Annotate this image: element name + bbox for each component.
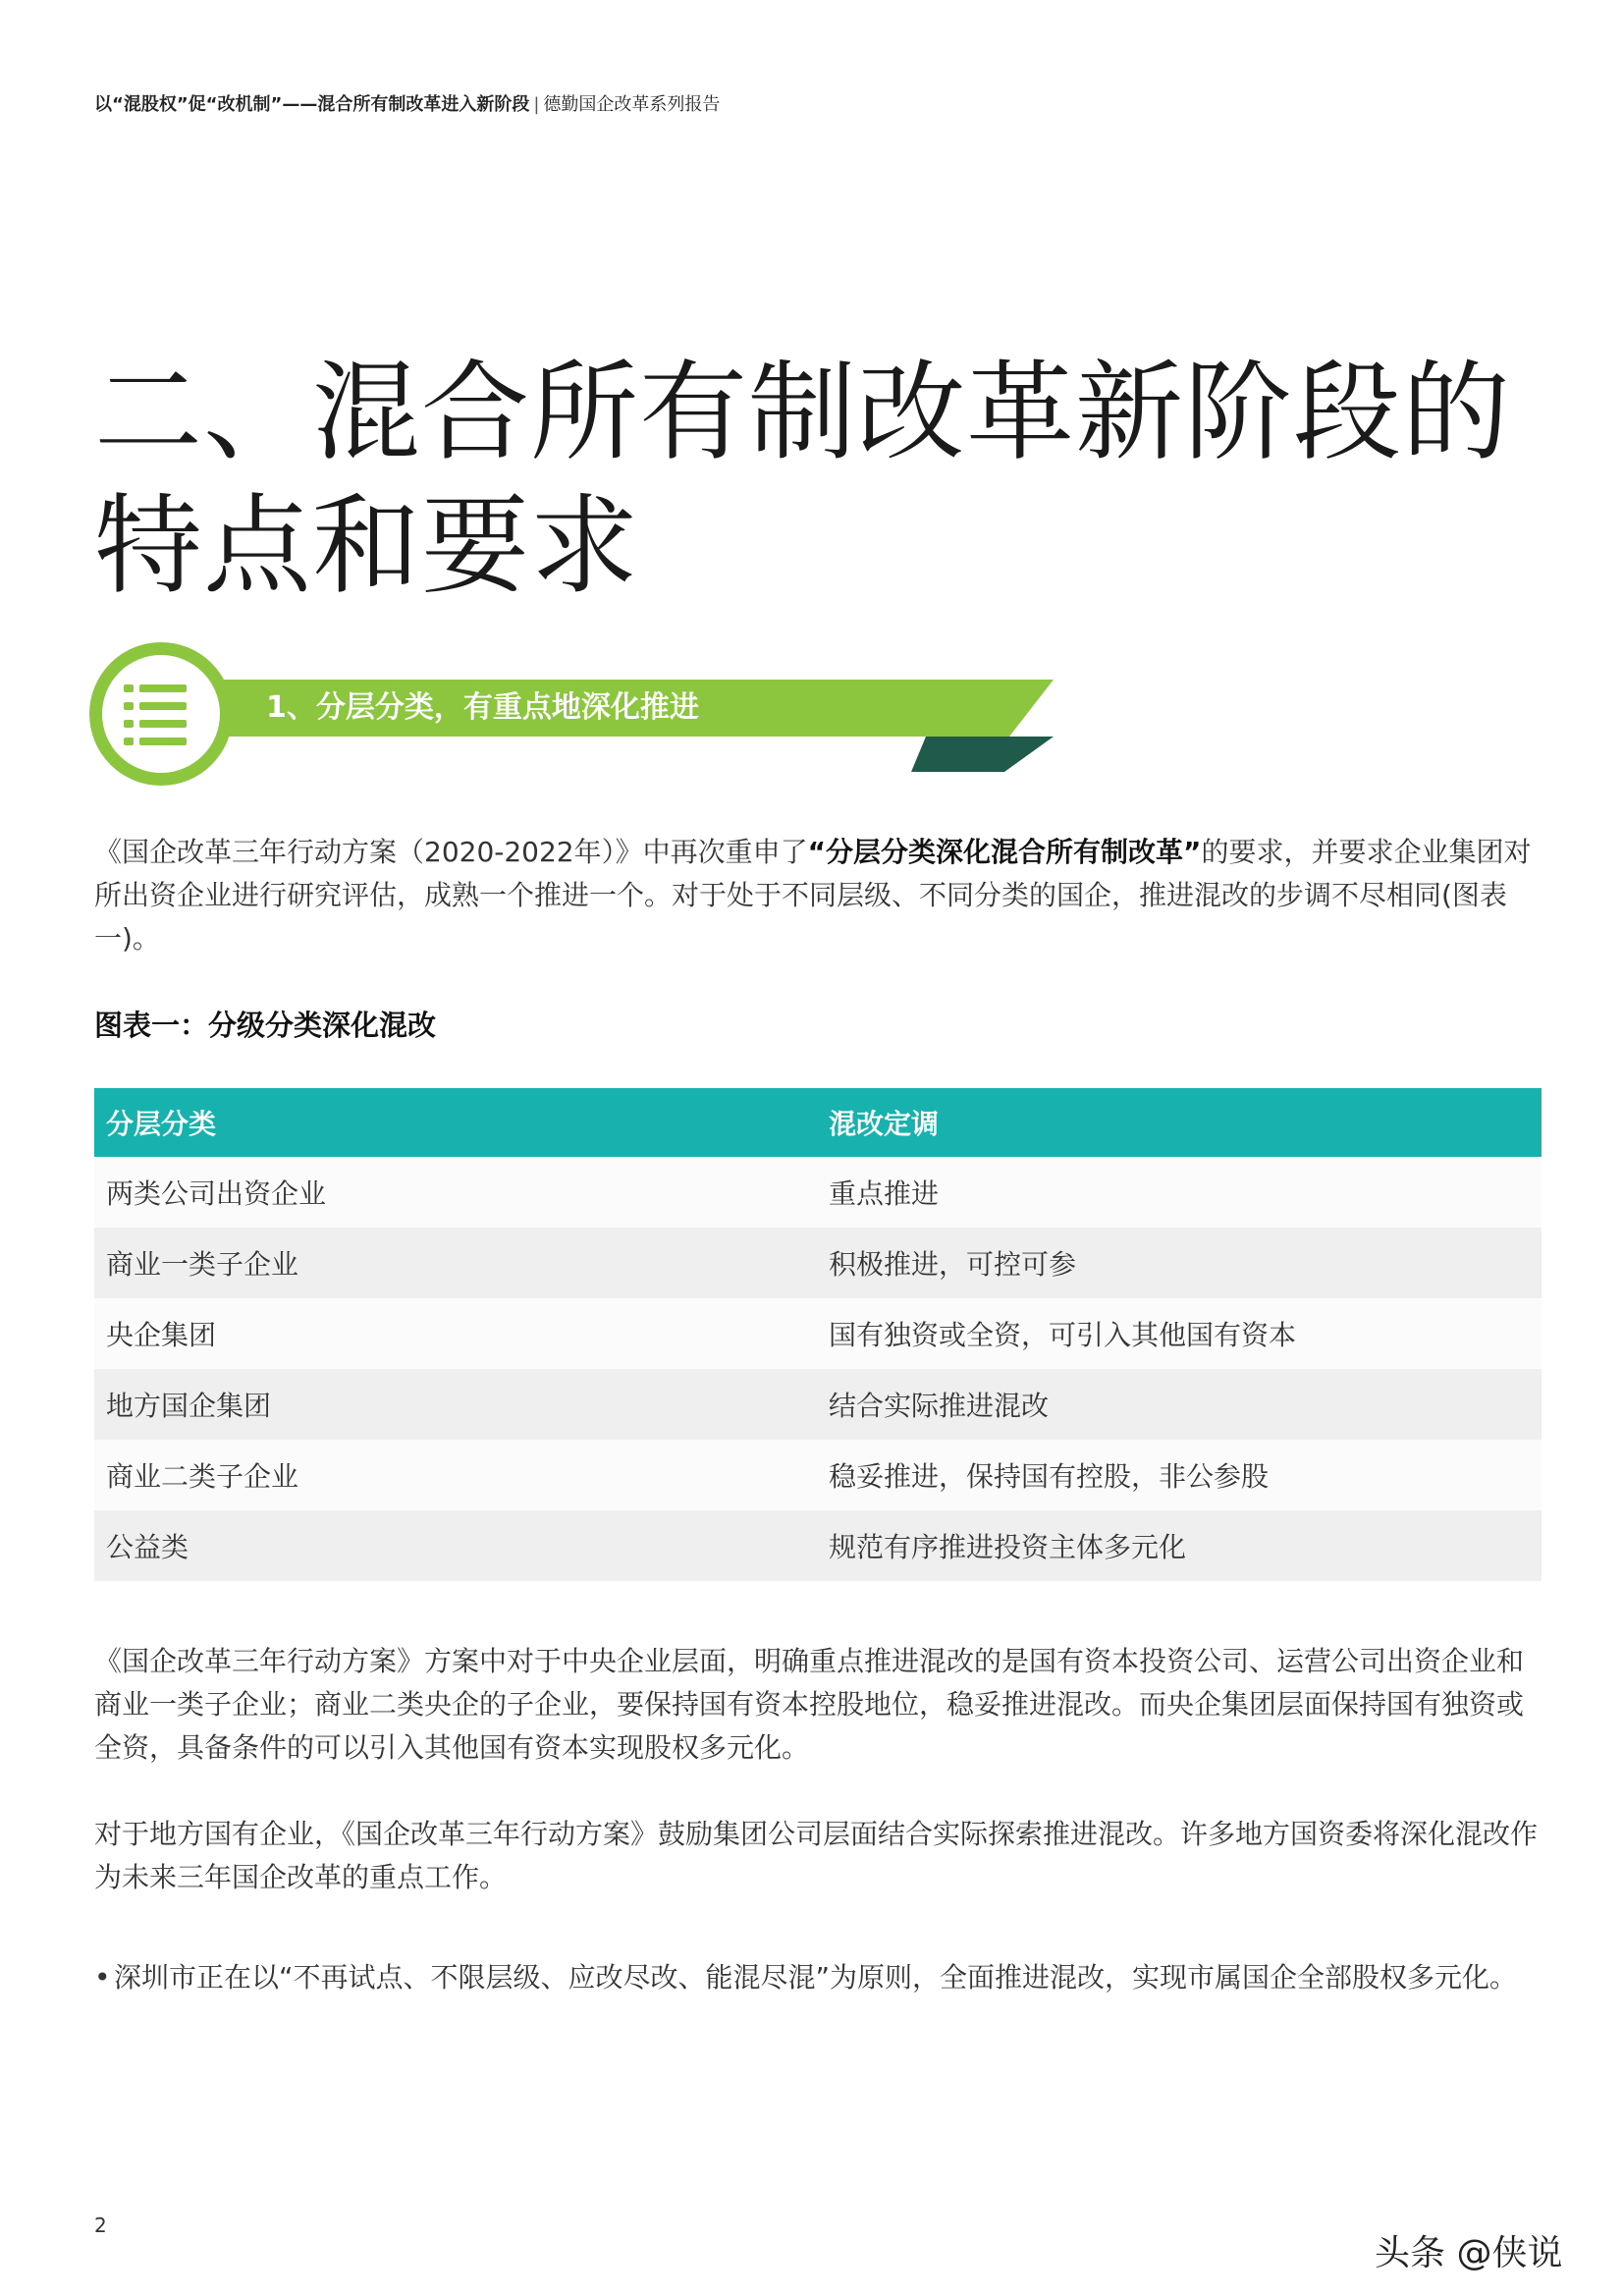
table-cell-category: 央企集团 bbox=[94, 1298, 817, 1369]
table-cell-tone: 结合实际推进混改 bbox=[817, 1369, 1542, 1440]
table-cell-tone: 重点推进 bbox=[817, 1157, 1542, 1228]
figure-title: 图表一：分级分类深化混改 bbox=[94, 1009, 437, 1042]
table-row bbox=[94, 1440, 1542, 1510]
page-title-line2: 特点和要求 bbox=[94, 483, 639, 609]
header-report-title: 以“混股权”促“改机制”——混合所有制改革进入新阶段 bbox=[94, 94, 530, 115]
bullet-item-shenzhen bbox=[94, 1956, 1547, 1999]
local-enterprise-paragraph: 对于地方国有企业，《国企改革三年行动方案》鼓励集团公司层面结合实际探索推进混改。许多地方国资委将深化混改作为未来三年国企改革的重点工作。 bbox=[94, 1818, 1539, 1893]
intro-text-before: 《国企改革三年行动方案（2020-2022年）》中再次重申了 bbox=[94, 836, 808, 868]
table-cell-tone: 积极推进，可控可参 bbox=[817, 1228, 1542, 1298]
section-heading: 1、分层分类，有重点地深化推进 bbox=[266, 690, 699, 725]
table-cell-category: 商业一类子企业 bbox=[94, 1228, 817, 1298]
icon-circle-inner bbox=[102, 655, 220, 773]
table-row bbox=[94, 1369, 1542, 1440]
table-cell-category: 公益类 bbox=[94, 1510, 817, 1581]
central-enterprise-paragraph: 《国企改革三年行动方案》方案中对于中央企业层面，明确重点推进混改的是国有资本投资公司、运营公司出资企业和商业一类子企业；商业二类央企的子企业，要保持国有资本控股地位，稳妥推进混改。而央企集团层面保持国有独资或全资，具备条件的可以引入其他国有资本实现股权多元化。 bbox=[94, 1645, 1525, 1764]
page-title-line1: 二、混合所有制改革新阶段的 bbox=[94, 350, 1511, 475]
page-number: 2 bbox=[94, 2214, 107, 2237]
table-cell-tone: 国有独资或全资，可引入其他国有资本 bbox=[817, 1298, 1542, 1369]
page-title bbox=[94, 346, 1511, 613]
table-cell-tone: 规范有序推进投资主体多元化 bbox=[817, 1510, 1542, 1581]
bullet-text: 深圳市正在以“不再试点、不限层级、应改尽改、能混尽混”为原则，全面推进混改，实现市属国企全部股权多元化。 bbox=[114, 1961, 1518, 1994]
table-cell-category: 商业二类子企业 bbox=[94, 1440, 817, 1510]
section-banner bbox=[86, 638, 1058, 786]
bullet-dot-icon: • bbox=[94, 1961, 111, 1994]
column-header-tone: 混改定调 bbox=[817, 1088, 1542, 1157]
running-header bbox=[94, 90, 720, 116]
watermark: 头条 @侠说 bbox=[1375, 2233, 1563, 2273]
intro-text-after: 的要求，并要求企业集团对所出资企业进行研究评估，成熟一个推进一个。对于处于不同层级、不同分类的国企，推进混改的步调不尽相同(图表一)。 bbox=[94, 836, 1532, 955]
table-cell-category: 地方国企集团 bbox=[94, 1369, 817, 1440]
header-separator: | bbox=[533, 94, 540, 115]
table-row bbox=[94, 1298, 1542, 1369]
intro-paragraph bbox=[94, 831, 1547, 960]
table-row bbox=[94, 1510, 1542, 1581]
banner-shadow-shape bbox=[911, 737, 1054, 772]
table-cell-tone: 稳妥推进，保持国有控股，非公参股 bbox=[817, 1440, 1542, 1510]
table-row bbox=[94, 1228, 1542, 1298]
table-row bbox=[94, 1157, 1542, 1228]
header-series-name: 德勤国企改革系列报告 bbox=[543, 94, 721, 115]
column-header-category: 分层分类 bbox=[94, 1088, 817, 1157]
table-header-row bbox=[94, 1088, 1542, 1157]
intro-text-emphasis: “分层分类深化混合所有制改革” bbox=[807, 836, 1202, 868]
classification-table bbox=[94, 1088, 1542, 1581]
table-cell-category: 两类公司出资企业 bbox=[94, 1157, 817, 1228]
